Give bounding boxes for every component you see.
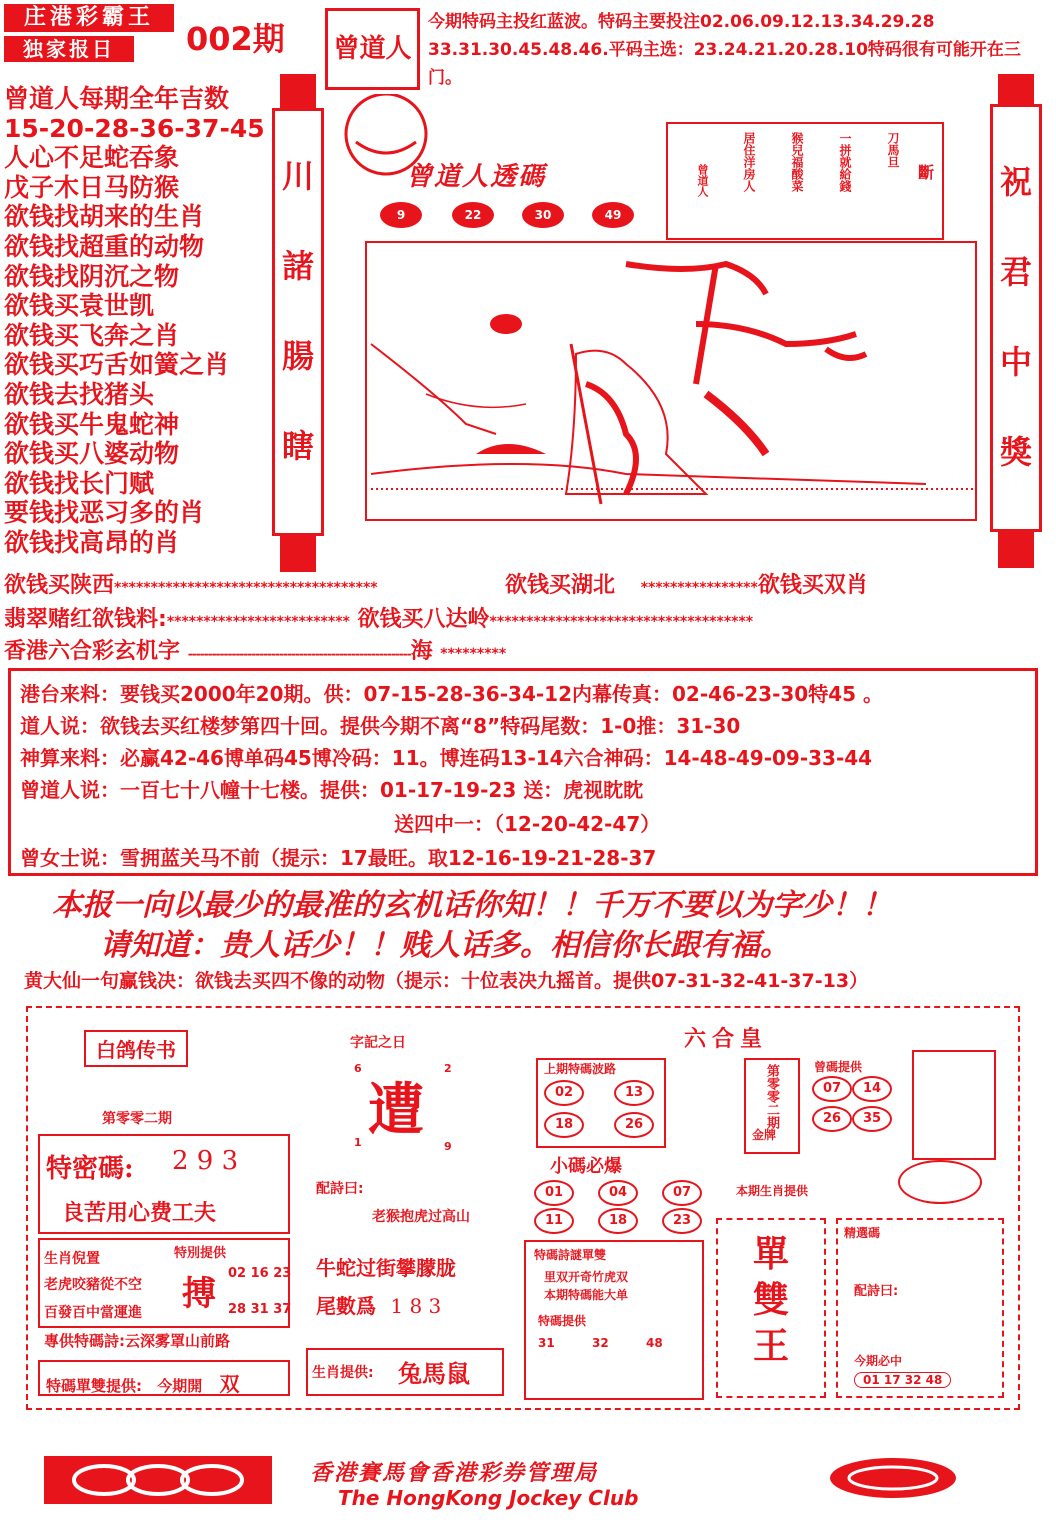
panel-c-last-ball: 13 xyxy=(614,1080,654,1106)
left-line: 欲钱找阴沉之物 xyxy=(4,261,180,291)
mid-stars: ************************************ xyxy=(114,580,378,596)
panel-c-issue: 第零零二期 xyxy=(764,1064,779,1129)
panel-c-tip-ball: 14 xyxy=(852,1076,892,1102)
scroll-right-bottom-rod xyxy=(998,532,1034,568)
panel-b-poem: 老猴抱虎过高山 xyxy=(372,1209,470,1225)
mid-line-1 xyxy=(4,568,378,599)
info-line: 送四中一：（12-20-42-47） xyxy=(394,812,661,836)
scroll-right-char: 君 xyxy=(999,253,1032,291)
panel-c-issue-sub: 金牌 xyxy=(752,1128,777,1142)
left-line: 要钱找恶习多的肖 xyxy=(4,498,205,528)
mid-text: 欲钱买八达岭 xyxy=(357,607,490,632)
panel-c-provide-ball: 31 xyxy=(538,1336,555,1350)
panel-b-tail-value: 1 8 3 xyxy=(390,1294,442,1318)
panel-c-last-label: 上期特碼波路 xyxy=(544,1062,617,1076)
panel-b-corner: 2 xyxy=(444,1062,452,1075)
panel-c-tip-ball: 07 xyxy=(812,1076,852,1102)
painting-title: 曾道人透碼 xyxy=(406,162,547,192)
info-line: 道人说：欲钱去买红楼梦第四十回。提供今期不离“8”特码尾数：1-0推：31-30 xyxy=(20,714,741,738)
panel-c-sig-box xyxy=(836,1218,1004,1398)
panel-c-sig-label: 精選碼 xyxy=(844,1226,881,1240)
panel-c-provide-ball: 32 xyxy=(592,1336,609,1350)
left-line: 欲钱找长门赋 xyxy=(4,468,155,498)
panel-c-king-char: 單 xyxy=(752,1233,789,1275)
panel-a-single-prefix: 今期開 xyxy=(157,1377,203,1395)
left-line: 欲钱买八婆动物 xyxy=(4,439,180,469)
logo-seal xyxy=(325,8,420,90)
panel-c-side-box xyxy=(912,1050,996,1160)
info-line: 港台来料：要钱买2000年20期。供：07-15-28-36-34-12内幕传真：02-46-23-30特45 。 xyxy=(20,682,884,706)
scroll-right-char: 中 xyxy=(999,343,1032,381)
mid-dash: -------------------------------------------------------- xyxy=(187,647,411,661)
mid-stars: ************************* xyxy=(166,614,350,630)
panel-c-small-ball: 23 xyxy=(662,1208,702,1234)
panel-b-char: 遭 xyxy=(368,1077,424,1143)
panel-b xyxy=(306,1018,506,1402)
panel-a-bo-nums: 28 31 37 xyxy=(228,1302,292,1317)
footer-cn: 香港賽馬會香港彩券管理局 xyxy=(310,1460,599,1486)
panel-a-bo-label: 特別提供 xyxy=(174,1246,227,1261)
panel-a xyxy=(34,1018,300,1402)
panel-b-tail-label: 尾數爲 xyxy=(316,1294,376,1318)
scroll-left-char: 腸 xyxy=(281,337,314,375)
panel-a-poem-label: 專供特碼詩: xyxy=(44,1332,125,1350)
panel-a-bo-nums: 02 16 23 xyxy=(228,1266,292,1281)
panel-c-small-label: 小碼必爆 xyxy=(550,1156,622,1177)
left-line: 欲钱找胡来的生肖 xyxy=(4,202,205,232)
left-line: 欲钱买袁世凯 xyxy=(4,291,155,321)
slogan-line: 请知道：贵人话少！！贱人话多。相信你长跟有福。 xyxy=(100,928,790,963)
panel-c-provide-label: 特碼提供 xyxy=(538,1314,587,1328)
mid-text: 香港六合彩玄机字 xyxy=(4,639,181,664)
panel-c-note: 本期生肖提供 xyxy=(736,1184,809,1198)
panel-c-small-ball: 11 xyxy=(534,1208,574,1234)
painting-ball: 30 xyxy=(522,202,564,228)
scroll-left-char: 川 xyxy=(281,157,314,195)
poem-line: 刀馬旦 xyxy=(886,132,900,168)
panel-c-emblem xyxy=(898,1160,982,1204)
panel-b-poem-label: 配詩曰: xyxy=(316,1181,364,1197)
left-line: 欲钱买巧舌如簧之肖 xyxy=(4,350,230,380)
panel-b-zodiac-label: 生肖提供: xyxy=(312,1365,374,1381)
left-line: 欲钱买牛鬼蛇神 xyxy=(4,409,180,439)
scroll-left-body xyxy=(272,108,324,536)
panel-c-bottom-nums: 01 17 32 48 xyxy=(854,1372,951,1388)
panel-b-corner: 9 xyxy=(444,1140,452,1153)
mid-text: 海 xyxy=(410,639,433,664)
masthead xyxy=(2,4,178,66)
info-line: 曾女士说：雪拥蓝关马不前（提示：17最旺。取12-16-19-21-28-37 xyxy=(20,846,657,870)
left-line: 欲钱找高昂的肖 xyxy=(4,527,180,557)
panel-a-code-label: 特密碼: xyxy=(46,1154,134,1184)
left-line: 15-20-28-36-37-45 xyxy=(4,113,265,143)
panel-a-bo-char: 搏 xyxy=(182,1274,216,1314)
panel-c-provide-ball: 48 xyxy=(646,1336,663,1350)
panel-c-king-char: 王 xyxy=(752,1325,789,1367)
left-column xyxy=(4,84,274,558)
scroll-left-char: 瞎 xyxy=(281,427,314,465)
panel-c-sig-line: 今期必中 xyxy=(854,1354,903,1368)
info-line: 曾道人说：一百七十八幢十七楼。提供：01-17-19-23 送：虎视眈眈 xyxy=(20,778,644,802)
panel-c-last-ball: 02 xyxy=(544,1080,584,1106)
panel-c xyxy=(514,1018,1014,1402)
panel-c-double-line: 本期特碼能大单 xyxy=(544,1288,629,1302)
painting-ball: 22 xyxy=(452,202,494,228)
panel-a-motto: 良苦用心费工夫 xyxy=(62,1200,217,1226)
panel-b-zodiac-value: 兔馬鼠 xyxy=(398,1359,470,1388)
panel-b-tail xyxy=(316,1290,441,1319)
panel-a-single xyxy=(46,1368,239,1397)
panel-c-double-line: 里双开奇竹虎双 xyxy=(544,1270,629,1284)
left-line: 戊子木日马防猴 xyxy=(4,172,180,202)
wong-tai-sin-line: 黄大仙一句赢钱决：欲钱去买四不像的动物（提示：十位表决九摇首。提供07-31-32-41-37-13） xyxy=(24,970,869,992)
panel-c-double-label: 特碼詩謎單雙 xyxy=(534,1248,607,1262)
masthead-line1: 庄港彩霸王 xyxy=(4,4,174,32)
left-line: 欲钱去找猪头 xyxy=(4,379,155,409)
mid-line-1b xyxy=(505,568,868,599)
mid-stars: ************************************ xyxy=(489,614,754,630)
panel-b-corner: 6 xyxy=(354,1062,362,1075)
panel-c-tip-ball: 26 xyxy=(812,1106,852,1132)
scroll-left-top-rod xyxy=(280,74,316,108)
mid-text: 翡翠赌红欲钱料: xyxy=(4,607,167,632)
panel-a-zodiac-1: 老虎咬豬從不空 xyxy=(44,1277,142,1293)
poem-sign: 曾道人 xyxy=(696,164,709,197)
panel-c-title: 六合皇 xyxy=(684,1026,769,1052)
panel-c-small-ball: 01 xyxy=(534,1180,574,1206)
logo-seal-text: 曾道人 xyxy=(333,34,412,64)
left-line: 欲钱找超重的动物 xyxy=(4,231,205,261)
panel-c-small-ball: 07 xyxy=(662,1180,702,1206)
mid-stars: ********* xyxy=(440,646,507,662)
footer-right-logo xyxy=(830,1458,956,1498)
panel-a-issue: 第零零二期 xyxy=(102,1111,172,1127)
panel-a-single-value: 双 xyxy=(219,1372,240,1396)
panel-b-headline: 牛蛇过街攀朦胧 xyxy=(316,1256,456,1280)
panel-c-small-ball: 04 xyxy=(598,1180,638,1206)
panel-a-code-value: 2 9 3 xyxy=(172,1146,239,1176)
footer-left-logo xyxy=(44,1456,272,1504)
info-line: 神算来料：必赢42-46博单码45博冷码：11。博连码13-14六合神码：14-48-49-09-33-44 xyxy=(20,746,873,770)
painting-ball: 9 xyxy=(380,202,422,228)
poem-head: 斷 xyxy=(917,163,934,182)
poem-line: 猴兒福酸菜 xyxy=(790,132,804,192)
mid-text: 欲钱买双肖 xyxy=(757,573,868,598)
panel-b-corner: 1 xyxy=(354,1136,362,1149)
clouds-icon xyxy=(44,1456,272,1504)
masthead-line2: 独家报日 xyxy=(4,36,134,62)
panel-c-last-ball: 26 xyxy=(614,1112,654,1138)
jockey-club-icon xyxy=(830,1458,956,1498)
painting-ball: 49 xyxy=(592,202,634,228)
scroll-left-bottom-rod xyxy=(280,536,316,572)
panel-a-title: 白鸽传书 xyxy=(84,1030,188,1067)
panel-a-poem xyxy=(44,1330,230,1351)
notice-text: 今期特码主投红蓝波。特码主要投注02.06.09.12.13.34.29.28 33.31.30.45.48.46.平码主选：23.24.21.20.28.10特码很有可能开在三门。 xyxy=(428,12,1021,88)
slogan-line: 本报一向以最少的最准的玄机话你知！！千万不要以为字少！！ xyxy=(52,888,892,923)
mid-text: 欲钱买湖北 xyxy=(505,573,616,598)
issue-number: 002期 xyxy=(186,20,285,58)
panel-c-tip-label: 曾碼提供 xyxy=(814,1060,863,1074)
poem-line: 居住洋房人 xyxy=(742,132,756,192)
mid-text: 欲钱买陕西 xyxy=(4,573,115,598)
scroll-right-body xyxy=(990,104,1042,532)
left-line: 曾道人每期全年吉数 xyxy=(4,84,230,113)
scroll-right-char: 祝 xyxy=(999,163,1032,201)
panel-a-single-label: 特碼單雙提供: xyxy=(46,1377,142,1395)
panel-c-tip-ball: 35 xyxy=(852,1106,892,1132)
mid-line-3 xyxy=(4,634,506,665)
panel-a-poem-text: 云深雾罩山前路 xyxy=(125,1332,231,1350)
scroll-left-char: 諸 xyxy=(281,247,314,285)
scroll-right-char: 獎 xyxy=(999,433,1032,471)
poem-card xyxy=(666,122,944,240)
painting xyxy=(326,94,986,534)
footer-en: The HongKong Jockey Club xyxy=(338,1486,639,1510)
left-line: 人心不足蛇吞象 xyxy=(4,143,180,173)
poem-line: 一拼就給錢 xyxy=(838,132,852,192)
panel-c-last-ball: 18 xyxy=(544,1112,584,1138)
mid-line-2 xyxy=(4,602,753,633)
panel-c-king-char: 雙 xyxy=(752,1279,789,1321)
left-line: 欲钱买飞奔之肖 xyxy=(4,320,180,350)
panel-c-sig-line: 配詩曰: xyxy=(854,1284,899,1299)
panel-a-zodiac-label: 生肖倪置 xyxy=(44,1251,100,1267)
mid-stars: **************** xyxy=(640,580,758,596)
panel-a-zodiac-2: 百發百中當運進 xyxy=(44,1305,142,1321)
scroll-right-top-rod xyxy=(998,74,1034,104)
panel-c-small-ball: 18 xyxy=(598,1208,638,1234)
panel-b-title: 字記之日 xyxy=(350,1035,406,1051)
